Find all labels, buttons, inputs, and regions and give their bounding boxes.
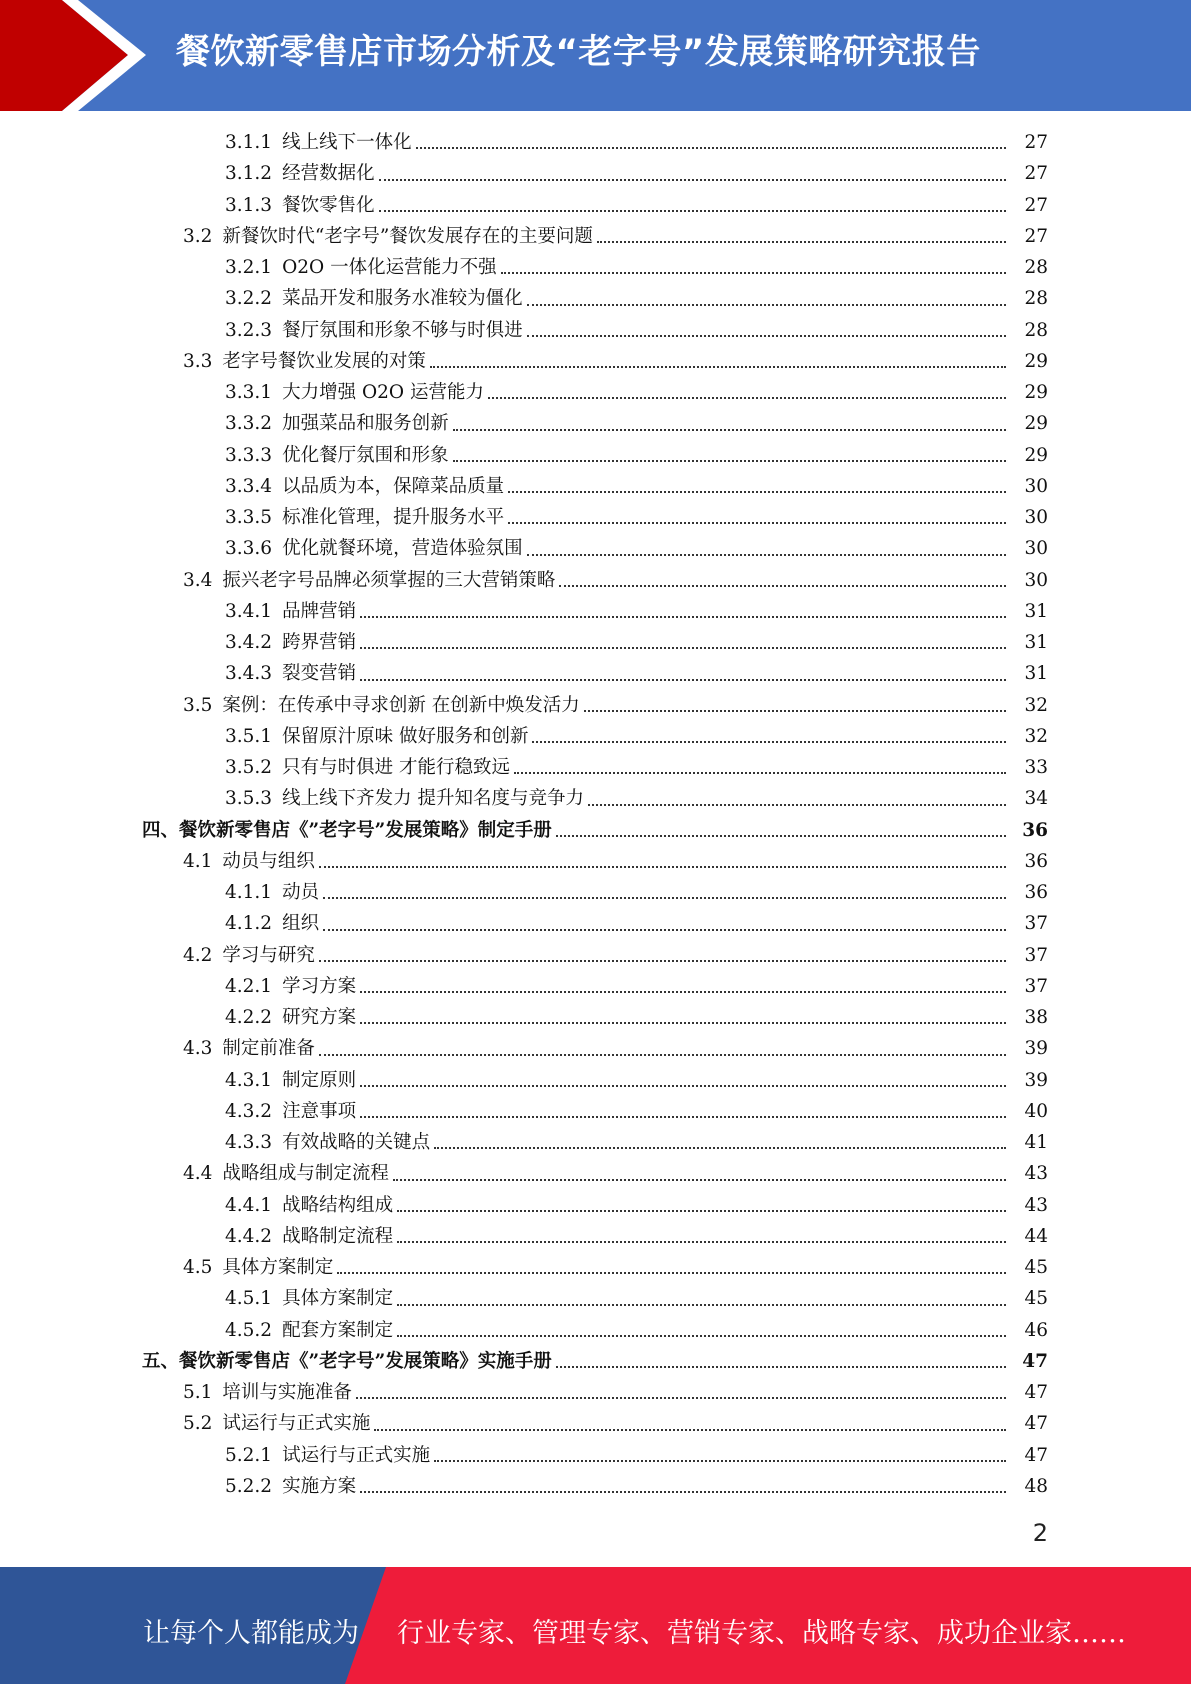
toc-entry-title: 制定原则 <box>282 1069 357 1091</box>
toc-entry[interactable] <box>0 940 1191 971</box>
toc-entry-number: 3.4.3 <box>225 663 273 685</box>
toc-entry-number: 3.2.1 <box>225 257 273 279</box>
toc-entry-title: 有效战略的关键点 <box>282 1132 431 1154</box>
toc-entry-title: 试运行与正式实施 <box>222 1413 371 1435</box>
toc-entry-page: 41 <box>1024 1132 1048 1154</box>
toc-entry-number: 3.1.2 <box>225 163 273 185</box>
toc-entry-number: 4.4 <box>183 1163 213 1185</box>
toc-entry-title: 线上线下一体化 <box>282 132 412 154</box>
toc-leader-dots <box>379 178 1006 181</box>
toc-entry-number: 5.2 <box>183 1413 213 1435</box>
toc-entry-page: 46 <box>1024 1319 1048 1341</box>
toc-entry-page: 27 <box>1024 163 1048 185</box>
toc-entry[interactable] <box>0 1252 1191 1283</box>
toc-leader-dots <box>559 584 1006 587</box>
toc-leader-dots <box>556 1365 1006 1368</box>
toc-entry-page: 43 <box>1024 1194 1048 1216</box>
toc-entry-number: 3.3.1 <box>225 382 273 404</box>
toc-leader-dots <box>397 1240 1006 1243</box>
toc-entry-number: 4.1.2 <box>225 913 273 935</box>
toc-leader-dots <box>360 646 1006 649</box>
toc-entry[interactable] <box>0 815 1191 846</box>
header-arrow-decoration <box>0 0 200 111</box>
toc-entry-title: 配套方案制定 <box>282 1319 394 1341</box>
toc-entry[interactable] <box>0 1440 1191 1471</box>
toc-entry-title: 案例：在传承中寻求创新 在创新中焕发活力 <box>222 694 580 716</box>
toc-entry-number: 3.5.2 <box>225 757 273 779</box>
toc-entry-number: 4.3 <box>183 1038 213 1060</box>
toc-entry-title: 餐饮新零售店《”老字号”发展策略》制定手册 <box>179 819 552 841</box>
toc-entry[interactable] <box>0 658 1191 689</box>
toc-entry-page: 32 <box>1024 694 1048 716</box>
toc-entry-number: 3.5.3 <box>225 788 273 810</box>
toc-entry-title: 动员与组织 <box>222 850 315 872</box>
toc-entry-title: 线上线下齐发力 提升知名度与竞争力 <box>282 788 584 810</box>
toc-leader-dots <box>397 1334 1006 1337</box>
toc-leader-dots <box>337 1271 1006 1274</box>
toc-entry-title: 优化餐厅氛围和形象 <box>282 444 449 466</box>
toc-entry-page: 30 <box>1024 507 1048 529</box>
toc-entry[interactable] <box>0 127 1191 158</box>
toc-entry-page: 43 <box>1024 1163 1048 1185</box>
toc-entry[interactable] <box>0 471 1191 502</box>
toc-leader-dots <box>397 1209 1006 1212</box>
toc-entry[interactable] <box>0 377 1191 408</box>
toc-entry-number: 3.3.4 <box>225 475 273 497</box>
toc-entry-title: 注意事项 <box>282 1100 357 1122</box>
toc-entry-page: 45 <box>1024 1288 1048 1310</box>
toc-entry[interactable] <box>0 721 1191 752</box>
toc-entry-title: 只有与时俱进 才能行稳致远 <box>282 757 510 779</box>
toc-entry-page: 27 <box>1024 225 1048 247</box>
toc-entry-title: 试运行与正式实施 <box>282 1444 431 1466</box>
toc-entry-title: 学习与研究 <box>222 944 315 966</box>
toc-entry-page: 38 <box>1024 1007 1048 1029</box>
toc-entry-number: 3.5 <box>183 694 213 716</box>
toc-entry-number: 4.4.1 <box>225 1194 273 1216</box>
toc-leader-dots <box>508 521 1006 524</box>
toc-entry-title: 跨界营销 <box>282 632 357 654</box>
table-of-contents <box>0 127 1191 1502</box>
toc-entry-number: 5.2.2 <box>225 1475 273 1497</box>
toc-entry-page: 48 <box>1024 1475 1048 1497</box>
toc-entry[interactable] <box>0 1002 1191 1033</box>
toc-leader-dots <box>416 146 1006 149</box>
toc-leader-dots <box>360 615 1006 618</box>
toc-entry[interactable] <box>0 190 1191 221</box>
toc-leader-dots <box>360 1115 1006 1118</box>
toc-entry[interactable] <box>0 440 1191 471</box>
footer-slogan-right: 行业专家、管理专家、营销专家、战略专家、成功企业家…… <box>397 1618 1126 1649</box>
toc-entry-title: 裂变营销 <box>282 663 357 685</box>
toc-leader-dots <box>508 490 1006 493</box>
toc-leader-dots <box>360 1490 1006 1493</box>
toc-entry-title: O2O 一体化运营能力不强 <box>282 257 497 279</box>
toc-entry[interactable] <box>0 502 1191 533</box>
toc-entry-page: 36 <box>1024 882 1048 904</box>
toc-leader-dots <box>360 1084 1006 1087</box>
toc-entry-number: 3.3.3 <box>225 444 273 466</box>
toc-entry[interactable] <box>0 1315 1191 1346</box>
toc-entry[interactable] <box>0 221 1191 252</box>
toc-entry-number: 4.3.3 <box>225 1132 273 1154</box>
toc-entry-number: 4.2.1 <box>225 975 273 997</box>
toc-entry-page: 28 <box>1024 319 1048 341</box>
toc-leader-dots <box>488 396 1006 399</box>
toc-entry-title: 振兴老字号品牌必须掌握的三大营销策略 <box>222 569 556 591</box>
toc-entry-page: 32 <box>1024 725 1048 747</box>
toc-entry-number: 3.2 <box>183 225 213 247</box>
toc-entry-number: 3.3.6 <box>225 538 273 560</box>
toc-entry-page: 29 <box>1024 382 1048 404</box>
toc-entry-number: 4.2 <box>183 944 213 966</box>
toc-entry-number: 4.3.1 <box>225 1069 273 1091</box>
toc-entry-title: 保留原汁原味 做好服务和创新 <box>282 725 529 747</box>
toc-entry-title: 研究方案 <box>282 1007 357 1029</box>
toc-leader-dots <box>527 553 1006 556</box>
toc-entry-number: 3.3.5 <box>225 507 273 529</box>
toc-entry[interactable] <box>0 752 1191 783</box>
toc-entry[interactable] <box>0 1283 1191 1314</box>
toc-entry-page: 33 <box>1024 757 1048 779</box>
toc-entry-page: 30 <box>1024 569 1048 591</box>
toc-entry-title: 学习方案 <box>282 975 357 997</box>
toc-entry[interactable] <box>0 283 1191 314</box>
toc-entry-number: 3.1.3 <box>225 194 273 216</box>
toc-entry-number: 3.2.2 <box>225 288 273 310</box>
toc-entry[interactable] <box>0 1127 1191 1158</box>
toc-leader-dots <box>323 896 1006 899</box>
toc-leader-dots <box>556 834 1006 837</box>
toc-entry-number: 4.2.2 <box>225 1007 273 1029</box>
toc-entry[interactable] <box>0 1065 1191 1096</box>
toc-entry-title: 实施方案 <box>282 1475 357 1497</box>
toc-entry-page: 29 <box>1024 413 1048 435</box>
toc-leader-dots <box>430 365 1006 368</box>
toc-entry-number: 4.5.1 <box>225 1288 273 1310</box>
toc-entry-title: 餐饮零售化 <box>282 194 375 216</box>
toc-entry[interactable] <box>0 1096 1191 1127</box>
toc-leader-dots <box>360 1021 1006 1024</box>
toc-entry[interactable] <box>0 971 1191 1002</box>
toc-entry[interactable] <box>0 1346 1191 1377</box>
toc-entry-page: 39 <box>1024 1069 1048 1091</box>
toc-leader-dots <box>319 865 1006 868</box>
toc-entry-title: 具体方案制定 <box>222 1257 334 1279</box>
toc-entry-title: 大力增强 O2O 运营能力 <box>282 382 484 404</box>
toc-entry[interactable] <box>0 252 1191 283</box>
toc-entry-number: 四、 <box>142 819 180 841</box>
toc-entry-page: 28 <box>1024 257 1048 279</box>
toc-entry-title: 标准化管理，提升服务水平 <box>282 507 505 529</box>
toc-leader-dots <box>379 209 1006 212</box>
toc-entry-number: 3.4.1 <box>225 600 273 622</box>
toc-entry-number: 4.1 <box>183 850 213 872</box>
toc-entry-number: 3.2.3 <box>225 319 273 341</box>
toc-entry-page: 37 <box>1024 944 1048 966</box>
toc-leader-dots <box>393 1178 1006 1181</box>
toc-leader-dots <box>597 240 1006 243</box>
toc-entry-page: 36 <box>1022 819 1048 841</box>
toc-entry[interactable] <box>0 533 1191 564</box>
toc-entry-number: 3.1.1 <box>225 132 273 154</box>
toc-entry-number: 五、 <box>142 1350 180 1372</box>
toc-entry-title: 菜品开发和服务水准较为僵化 <box>282 288 523 310</box>
toc-leader-dots <box>532 740 1006 743</box>
toc-entry[interactable] <box>0 627 1191 658</box>
toc-entry[interactable] <box>0 408 1191 439</box>
toc-entry-page: 30 <box>1024 538 1048 560</box>
toc-entry-number: 5.1 <box>183 1382 213 1404</box>
toc-entry-page: 45 <box>1024 1257 1048 1279</box>
toc-entry[interactable] <box>0 346 1191 377</box>
toc-entry-title: 加强菜品和服务创新 <box>282 413 449 435</box>
toc-entry-page: 47 <box>1024 1413 1048 1435</box>
toc-entry[interactable] <box>0 690 1191 721</box>
toc-entry-number: 4.1.1 <box>225 882 273 904</box>
toc-entry-page: 29 <box>1024 350 1048 372</box>
toc-entry[interactable] <box>0 565 1191 596</box>
toc-entry[interactable] <box>0 1221 1191 1252</box>
toc-entry-title: 新餐饮时代“老字号”餐饮发展存在的主要问题 <box>222 225 593 247</box>
toc-entry-title: 餐饮新零售店《”老字号”发展策略》实施手册 <box>179 1350 552 1372</box>
toc-leader-dots <box>360 990 1006 993</box>
toc-entry[interactable] <box>0 846 1191 877</box>
toc-entry-number: 4.3.2 <box>225 1100 273 1122</box>
toc-entry-page: 39 <box>1024 1038 1048 1060</box>
toc-entry-page: 28 <box>1024 288 1048 310</box>
toc-entry-page: 47 <box>1022 1350 1048 1372</box>
toc-entry-number: 4.5.2 <box>225 1319 273 1341</box>
toc-entry-title: 餐厅氛围和形象不够与时俱进 <box>282 319 523 341</box>
toc-leader-dots <box>453 428 1006 431</box>
toc-leader-dots <box>434 1146 1006 1149</box>
toc-entry-number: 3.3 <box>183 350 213 372</box>
toc-entry-number: 4.5 <box>183 1257 213 1279</box>
toc-entry-number: 3.4.2 <box>225 632 273 654</box>
toc-entry[interactable] <box>0 596 1191 627</box>
toc-entry-page: 47 <box>1024 1444 1048 1466</box>
toc-leader-dots <box>397 1303 1006 1306</box>
header-banner <box>0 0 1191 111</box>
toc-leader-dots <box>360 678 1006 681</box>
toc-entry-page: 44 <box>1024 1225 1048 1247</box>
toc-entry-title: 优化就餐环境，营造体验氛围 <box>282 538 523 560</box>
toc-entry-page: 37 <box>1024 913 1048 935</box>
toc-entry-number: 4.4.2 <box>225 1225 273 1247</box>
toc-entry-title: 培训与实施准备 <box>222 1382 352 1404</box>
toc-entry[interactable] <box>0 1190 1191 1221</box>
toc-entry-number: 5.2.1 <box>225 1444 273 1466</box>
toc-entry-page: 31 <box>1024 600 1048 622</box>
toc-entry-number: 3.5.1 <box>225 725 273 747</box>
toc-leader-dots <box>527 334 1006 337</box>
toc-leader-dots <box>319 1053 1006 1056</box>
toc-leader-dots <box>527 303 1006 306</box>
toc-entry-page: 47 <box>1024 1382 1048 1404</box>
toc-entry-page: 31 <box>1024 663 1048 685</box>
toc-entry-page: 34 <box>1024 788 1048 810</box>
toc-entry-page: 37 <box>1024 975 1048 997</box>
toc-entry-title: 战略组成与制定流程 <box>222 1163 389 1185</box>
toc-leader-dots <box>434 1459 1006 1462</box>
toc-entry-title: 战略结构组成 <box>282 1194 394 1216</box>
toc-leader-dots <box>323 928 1006 931</box>
toc-entry[interactable] <box>0 908 1191 939</box>
toc-entry-page: 29 <box>1024 444 1048 466</box>
toc-entry[interactable] <box>0 1033 1191 1064</box>
toc-leader-dots <box>588 803 1006 806</box>
footer-slogan-left: 让每个人都能成为 <box>143 1618 359 1649</box>
footer-banner <box>0 1567 1191 1684</box>
toc-entry-number: 3.3.2 <box>225 413 273 435</box>
toc-entry-page: 31 <box>1024 632 1048 654</box>
toc-entry-page: 27 <box>1024 194 1048 216</box>
toc-entry-title: 组织 <box>282 913 320 935</box>
toc-entry-title: 战略制定流程 <box>282 1225 394 1247</box>
toc-entry-title: 以品质为本，保障菜品质量 <box>282 475 505 497</box>
toc-leader-dots <box>319 959 1006 962</box>
toc-entry[interactable] <box>0 1471 1191 1502</box>
toc-entry[interactable] <box>0 877 1191 908</box>
toc-entry-page: 30 <box>1024 475 1048 497</box>
toc-entry-page: 27 <box>1024 132 1048 154</box>
toc-leader-dots <box>453 459 1006 462</box>
toc-entry-title: 具体方案制定 <box>282 1288 394 1310</box>
toc-entry-page: 36 <box>1024 850 1048 872</box>
toc-entry-number: 3.4 <box>183 569 213 591</box>
toc-entry[interactable] <box>0 1377 1191 1408</box>
toc-leader-dots <box>356 1396 1006 1399</box>
toc-leader-dots <box>514 771 1006 774</box>
toc-entry[interactable] <box>0 1408 1191 1439</box>
toc-leader-dots <box>501 271 1006 274</box>
toc-entry-title: 老字号餐饮业发展的对策 <box>222 350 426 372</box>
report-title: 餐饮新零售店市场分析及“老字号”发展策略研究报告 <box>176 32 981 72</box>
toc-entry[interactable] <box>0 1158 1191 1189</box>
page-number: 2 <box>1032 1519 1048 1547</box>
toc-entry-title: 经营数据化 <box>282 163 375 185</box>
toc-entry[interactable] <box>0 783 1191 814</box>
toc-leader-dots <box>584 709 1006 712</box>
toc-entry-page: 40 <box>1024 1100 1048 1122</box>
toc-entry-title: 制定前准备 <box>222 1038 315 1060</box>
toc-leader-dots <box>374 1428 1006 1431</box>
toc-entry[interactable] <box>0 158 1191 189</box>
toc-entry-title: 动员 <box>282 882 320 904</box>
toc-entry-title: 品牌营销 <box>282 600 357 622</box>
toc-entry[interactable] <box>0 315 1191 346</box>
